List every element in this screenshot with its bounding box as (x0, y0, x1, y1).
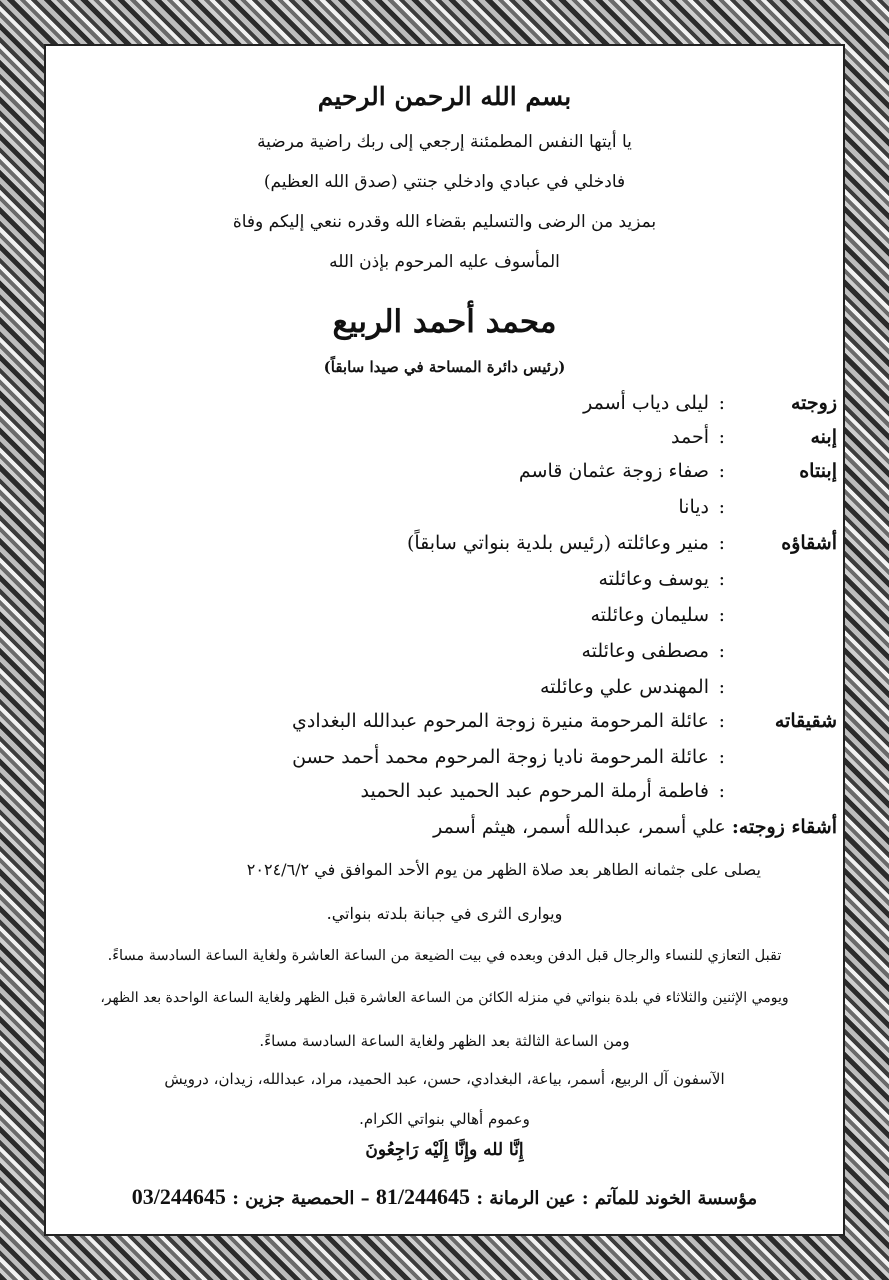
relative-value: عائلة المرحومة منيرة زوجة المرحوم عبدالله البغدادي (292, 710, 709, 732)
colon: : (718, 460, 725, 482)
relative-row (57, 532, 837, 562)
relative-row (57, 780, 837, 810)
relative-row (57, 460, 837, 490)
relative-label: أشقاؤه (781, 532, 837, 554)
relative-row (57, 640, 837, 670)
relative-value: فاطمة أرملة المرحوم عبد الحميد عبد الحميد (360, 780, 709, 802)
relative-value: المهندس علي وعائلته (539, 676, 709, 698)
relative-value: صفاء زوجة عثمان قاسم (518, 460, 709, 482)
colon: : (718, 426, 725, 448)
colon: : (718, 392, 725, 414)
relative-value: عائلة المرحومة ناديا زوجة المرحوم محمد أحمد حسن (292, 746, 709, 768)
mourners-families: الآسفون آل الربيع، أسمر، بياعة، البغدادي، حسن، عبد الحميد، مراد، عبدالله، زيدان، درويش (164, 1070, 725, 1088)
relative-value: يوسف وعائلته (598, 568, 709, 590)
relative-value: أحمد (671, 426, 709, 448)
colon: : (718, 676, 725, 698)
relative-row (57, 392, 837, 422)
colon: : (718, 604, 725, 626)
wife-siblings-row (433, 816, 837, 838)
relative-row (57, 746, 837, 776)
funeral-home-footer (48, 1184, 841, 1210)
deceased-title: (رئيس دائرة المساحة في صيدا سابقاً) (323, 358, 566, 376)
relative-label: إبنه (810, 426, 837, 448)
relative-label: زوجته (790, 392, 837, 414)
basmala: بسم الله الرحمن الرحيم (317, 82, 572, 111)
condolences-line-1: تقبل التعازي للنساء والرجال قبل الدفن وبعده في بيت الضيعة من الساعة العاشرة ولغاية الساعة السادسة مساءً. (107, 948, 782, 964)
verse-line: المأسوف عليه المرحوم بإذن الله (329, 252, 560, 272)
verse-line: بمزيد من الرضى والتسليم بقضاء الله وقدره ننعي إليكم وفاة (232, 212, 657, 232)
colon: : (718, 496, 725, 518)
relative-row (57, 676, 837, 706)
colon: : (718, 710, 725, 732)
colon: : (718, 532, 725, 554)
relative-row (57, 568, 837, 598)
relative-row (57, 496, 837, 526)
relative-value: مصطفى وعائلته (581, 640, 709, 662)
verse-line: فادخلي في عبادي وادخلي جنتي (صدق الله العظيم) (263, 172, 626, 192)
colon: : (718, 780, 725, 802)
funeral-prayer: يصلى على جثمانه الطاهر بعد صلاة الظهر من يوم الأحد الموافق في ٢٠٢٤/٦/٢ (246, 860, 761, 879)
burial-info: ويوارى الثرى في جبانة بلدته بنواتي. (326, 904, 563, 923)
phone-ain-el-remmaneh: 81/244645 (375, 1184, 471, 1209)
relative-label: إبنتاه (799, 460, 837, 482)
relative-value: ليلى دياب أسمر (583, 392, 709, 414)
relative-value: ديانا (678, 496, 709, 518)
deceased-name: محمد أحمد الربيع (332, 304, 557, 340)
location-hamsiyeh-jezzine: – الحمصية جزين : (232, 1188, 370, 1209)
obituary-notice (48, 48, 841, 1232)
relative-row (57, 710, 837, 740)
wife-siblings-label: أشقاء زوجته: (731, 816, 837, 838)
colon: : (718, 746, 725, 768)
verse-line: يا أيتها النفس المطمئنة إرجعي إلى ربك راضية مرضية (257, 132, 632, 152)
wife-siblings-value: علي أسمر، عبدالله أسمر، هيثم أسمر (433, 816, 726, 838)
relative-row (57, 604, 837, 634)
relative-value: سليمان وعائلته (590, 604, 709, 626)
colon: : (718, 568, 725, 590)
condolences-line-3: ومن الساعة الثالثة بعد الظهر ولغاية الساعة السادسة مساءً. (259, 1032, 630, 1050)
closing-verse: إِنَّا لله وإِنَّا إِلَيْه رَاجِعُونَ (365, 1140, 524, 1160)
relative-row (57, 426, 837, 456)
mourners-community: وعموم أهالي بنواتي الكرام. (359, 1110, 530, 1128)
phone-hamsiyeh: 03/244645 (131, 1184, 226, 1209)
relative-label: شقيقاته (774, 710, 837, 732)
colon: : (718, 640, 725, 662)
funeral-home-name: مؤسسة الخوند للمآتم : عين الرمانة : (476, 1188, 758, 1209)
relative-value: منير وعائلته (رئيس بلدية بنواتي سابقاً) (406, 532, 709, 554)
condolences-line-2: ويومي الإثنين والثلاثاء في بلدة بنواتي في منزله الكائن من الساعة العاشرة قبل الظهر ولغاية الساعة الواحدة بعد الظهر، (100, 990, 789, 1006)
